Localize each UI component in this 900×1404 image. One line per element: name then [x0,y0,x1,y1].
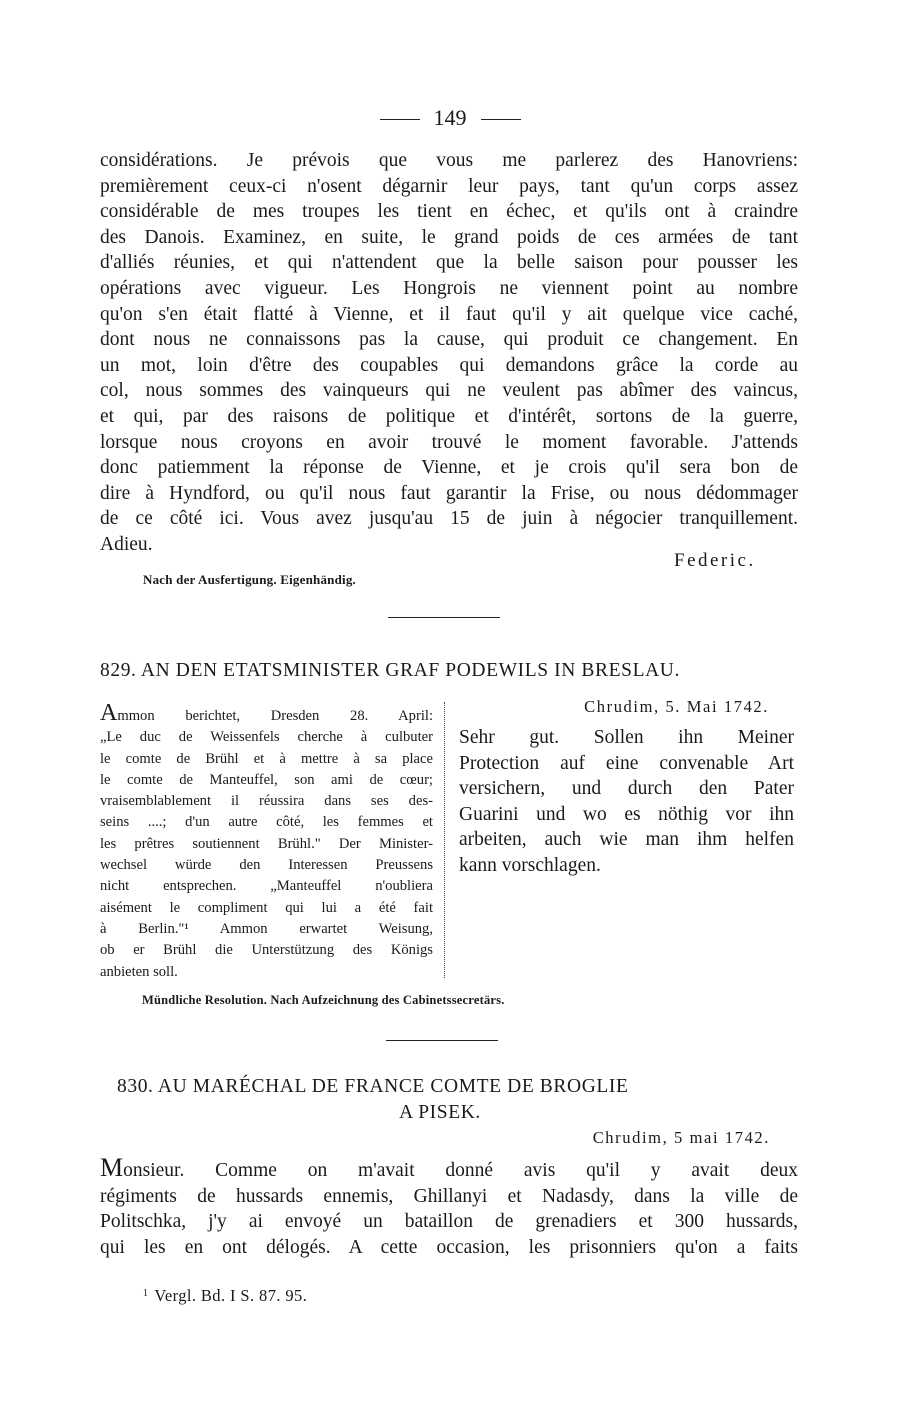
footnote-text: Vergl. Bd. I S. 87. 95. [154,1286,308,1305]
text-line: considérations. Je prévois que vous me parlerez des Hanovriens: [100,150,798,171]
dropcap: M [100,1153,124,1182]
letter-829-dateline: Chrudim, 5. Mai 1742. [584,697,769,716]
text-line: et qui, par des raisons de politique et d'intérêt, sortons de la guerre, [100,405,798,427]
intro-paragraph [100,148,798,558]
summary-line: les prêtres soutiennent Brühl." Der Minister- [100,835,433,852]
text-line: premièrement ceux-ci n'osent dégarnir leur pays, tant qu'un corps assez [100,175,798,197]
source-note: Mündliche Resolution. Nach Aufzeichnung des Cabinetssecretärs. [142,993,505,1007]
summary-line: aisément le compliment qui lui a été fait [100,899,433,916]
text-line: donc patiemment la réponse de Vienne, et je crois qu'il sera bon de [100,457,798,479]
text-line: dont nous ne connaissons pas la cause, qui produit ce changement. En [100,329,798,351]
text-line: de ce côté ici. Vous avez jusqu'au 15 de juin à négocier tranquillement. [100,508,798,530]
summary-line: „Le duc de Weissenfels cherche à culbuter [100,729,433,746]
text-line: des Danois. Examinez, en suite, le grand poids de ces armées de tant [100,226,798,248]
signature: Federic. [674,550,756,571]
text-line: Politschka, j'y ai envoyé un bataillon de grenadiers et 300 hussards, [100,1211,798,1233]
text-line: versichern, und durch den Pater [459,778,794,800]
summary-line: le comte de Manteuffel, son ami de cœur; [100,771,433,788]
text-line: Adieu. [100,533,153,555]
footnote-marker: 1 [143,1288,149,1299]
summary-line: nicht entsprechen. „Manteuffel n'oubliera [100,878,433,895]
text-line: Monsieur. Comme on m'avait donné avis qu'il y avait deux [100,1153,798,1182]
section-divider [386,1040,498,1041]
letter-830-dateline: Chrudim, 5 mai 1742. [592,1128,770,1147]
text-line: opérations avec vigueur. Les Hongrois ne viennent point au nombre [100,277,798,299]
text-line: kann vorschlagen. [459,854,601,876]
right-dash [481,119,521,120]
text-line: qui les en ont délogés. A cette occasion, les prisonniers qu'on a faits [100,1236,798,1258]
letter-829-summary [100,700,433,983]
column-divider [444,702,445,978]
text-line: col, nous sommes des vainqueurs qui ne veulent pas abîmer des vaincus, [100,380,798,402]
summary-line: le comte de Brühl et à mettre à sa place [100,750,433,767]
summary-line: wechsel würde den Interessen Preussens [100,857,433,874]
letter-830-heading-line2: A PISEK. [399,1102,481,1123]
text-line: Guarini und wo es nöthig vor ihn [459,803,794,825]
page-number-header [0,104,900,132]
summary-line: vraisemblablement il réussira dans ses des- [100,793,433,810]
text-line: Sehr gut. Sollen ihn Meiner [459,727,794,748]
summary-line: ob er Brühl die Unterstützung des Königs [100,942,433,959]
summary-line: à Berlin."¹ Ammon erwartet Weisung, [100,920,433,937]
text-line: lorsque nous croyons en avoir trouvé le moment favorable. J'attends [100,431,798,453]
source-note: Nach der Ausfertigung. Eigenhändig. [143,572,356,587]
text-line: régiments de hussards ennemis, Ghillanyi et Nadasdy, dans la ville de [100,1185,798,1207]
page-number: 149 [433,105,467,130]
dropcap: A [100,700,118,726]
summary-line: seins ....; d'un autre côté, les femmes et [100,814,433,831]
summary-line: Ammon berichtet, Dresden 28. April: [100,700,433,726]
text-line: d'alliés réunies, et qui n'attendent que la belle saison pour pousser les [100,252,798,274]
summary-line: anbieten soll. [100,963,178,980]
text-line: Protection auf eine convenable Art [459,752,794,774]
text-line: un mot, loin d'être des coupables qui demandons grâce la corde au [100,354,798,376]
text-line: arbeiten, auch wie man ihm helfen [459,829,794,851]
text-line: qu'on s'en était flatté à Vienne, et il faut qu'il y ait quelque vice caché, [100,303,798,325]
section-divider [388,617,500,618]
letter-829-heading: 829. AN DEN ETATSMINISTER GRAF PODEWILS IN BRESLAU. [100,660,680,681]
text-line: considérable de mes troupes les tient en échec, et qu'ils ont à craindre [100,201,798,223]
footnote [143,1286,307,1306]
text-line: dire à Hyndford, ou qu'il nous faut garantir la Frise, ou nous dédommager [100,482,798,504]
left-dash [380,119,420,120]
letter-830-heading: 830. AU MARÉCHAL DE FRANCE COMTE DE BROGLIE [117,1076,629,1097]
letter-829-text [459,725,794,879]
letter-830-text [100,1155,798,1260]
